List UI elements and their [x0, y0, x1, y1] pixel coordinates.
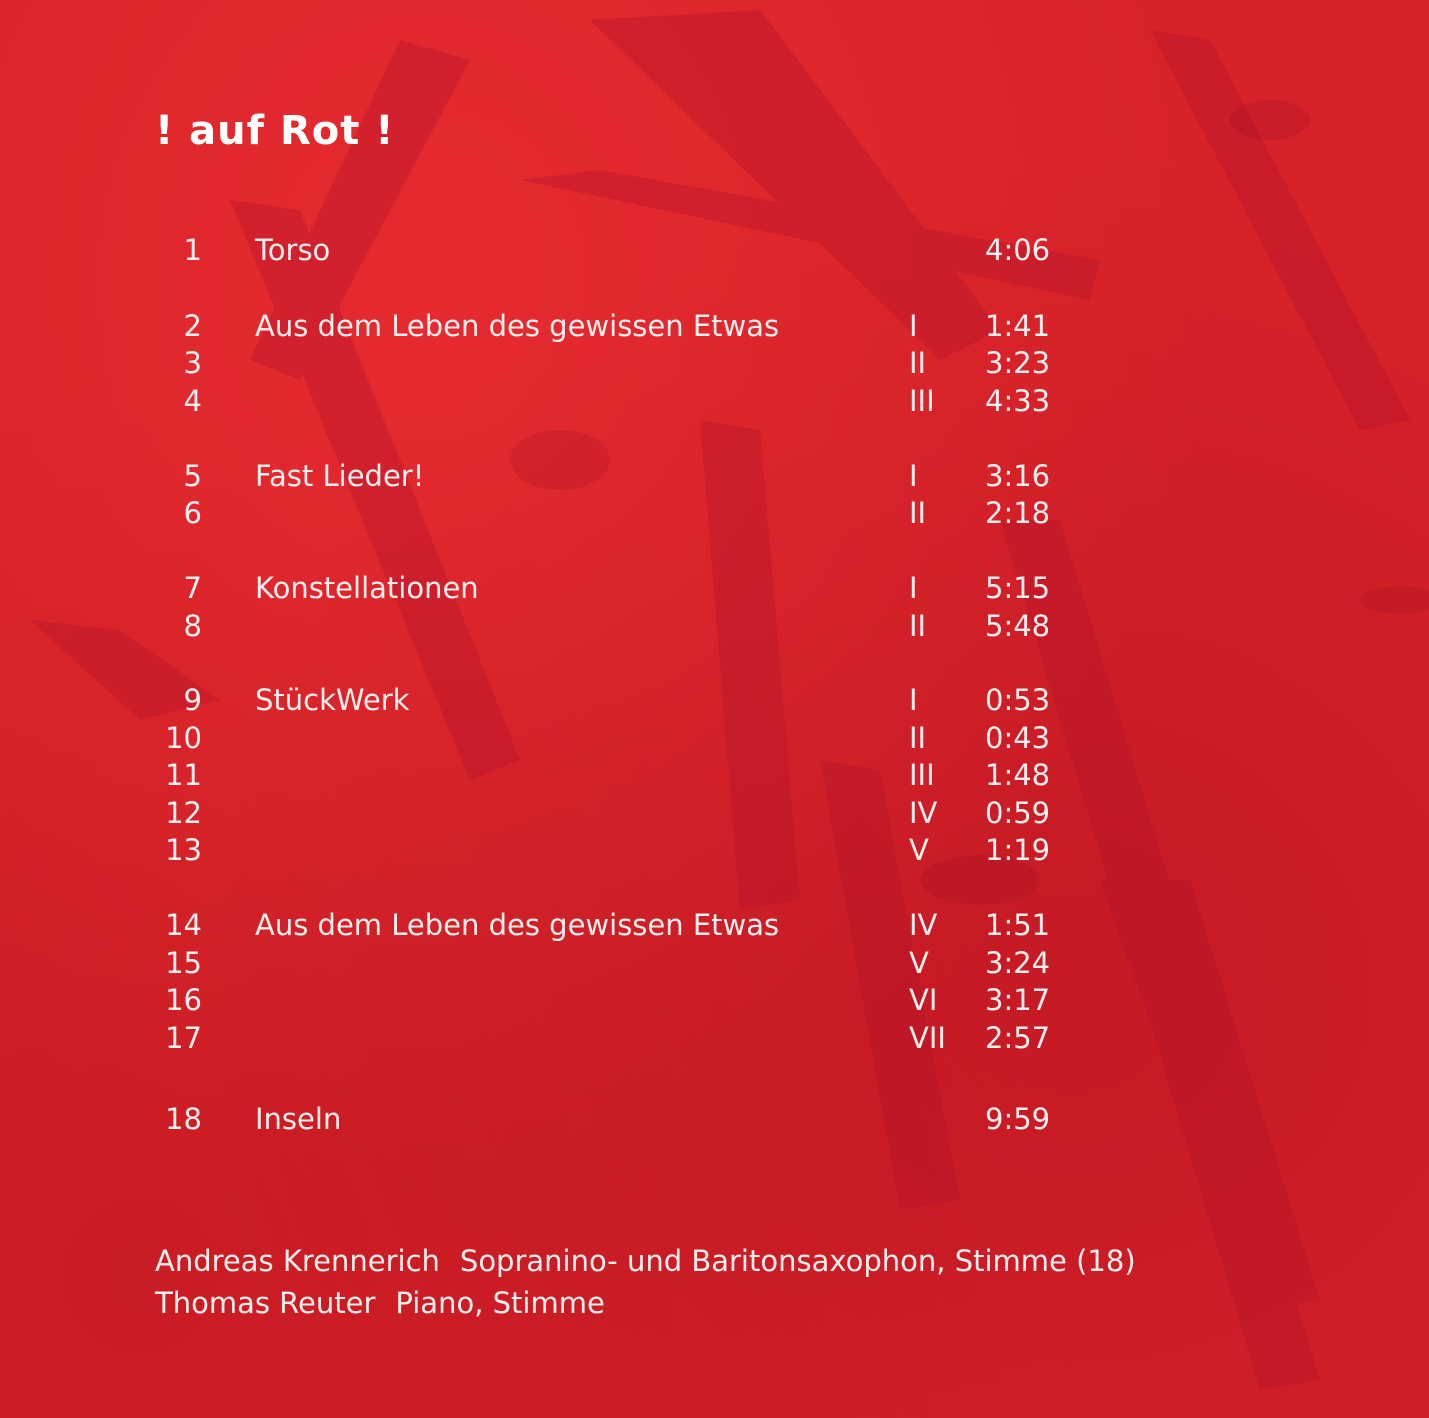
track-number: 6 — [183, 496, 202, 530]
track-number: 18 — [165, 1102, 202, 1136]
track-duration: 2:18 — [985, 496, 1051, 530]
track-duration: 3:16 — [985, 459, 1051, 493]
track-duration: 2:57 — [985, 1021, 1051, 1055]
track-number: 7 — [183, 571, 202, 605]
track-duration: 3:17 — [985, 983, 1051, 1017]
track-duration: 4:33 — [985, 384, 1051, 418]
track-duration: 4:06 — [985, 233, 1051, 267]
track-work-title: Torso — [255, 233, 331, 267]
track-movement: I — [909, 459, 918, 493]
track-work-title: StückWerk — [255, 683, 410, 717]
track-movement: I — [909, 309, 918, 343]
track-movement: III — [909, 384, 935, 418]
track-movement: II — [909, 496, 927, 530]
track-work-title: Konstellationen — [255, 571, 479, 605]
track-movement: III — [909, 758, 935, 792]
performer-name: Andreas Krennerich — [155, 1244, 440, 1278]
track-number: 8 — [183, 609, 202, 643]
track-duration: 1:19 — [985, 833, 1051, 867]
credits — [155, 1240, 1136, 1324]
credit-line — [155, 1282, 1136, 1324]
track-number: 4 — [183, 384, 202, 418]
performer-role: Piano, Stimme — [395, 1286, 605, 1320]
track-number: 17 — [165, 1021, 202, 1055]
track-duration: 0:43 — [985, 721, 1051, 755]
track-number: 3 — [183, 346, 202, 380]
album-title: ! auf Rot ! — [155, 108, 395, 154]
track-number: 1 — [183, 233, 202, 267]
track-number: 2 — [183, 309, 202, 343]
performer-role: Sopranino- und Baritonsaxophon, Stimme (18) — [459, 1244, 1136, 1278]
performer-name: Thomas Reuter — [155, 1286, 376, 1320]
track-duration: 3:23 — [985, 346, 1051, 380]
track-work-title: Inseln — [255, 1102, 342, 1136]
track-work-title: Aus dem Leben des gewissen Etwas — [255, 309, 780, 343]
track-movement: II — [909, 346, 927, 380]
track-number: 15 — [165, 946, 202, 980]
track-number: 14 — [165, 908, 202, 942]
track-number: 11 — [165, 758, 202, 792]
credit-line — [155, 1240, 1136, 1282]
track-movement: VII — [909, 1021, 946, 1055]
track-movement: VI — [909, 983, 938, 1017]
track-number: 12 — [165, 796, 202, 830]
track-duration: 0:53 — [985, 683, 1051, 717]
track-number: 16 — [165, 983, 202, 1017]
track-movement: V — [909, 833, 929, 867]
track-duration: 1:51 — [985, 908, 1051, 942]
track-movement: II — [909, 609, 927, 643]
track-number: 13 — [165, 833, 202, 867]
track-movement: IV — [909, 796, 938, 830]
track-duration: 5:15 — [985, 571, 1051, 605]
track-movement: I — [909, 571, 918, 605]
track-duration: 1:41 — [985, 309, 1051, 343]
track-movement: V — [909, 946, 929, 980]
track-number: 9 — [183, 683, 202, 717]
track-work-title: Fast Lieder! — [255, 459, 425, 493]
track-number: 5 — [183, 459, 202, 493]
track-movement: I — [909, 683, 918, 717]
track-number: 10 — [165, 721, 202, 755]
track-duration: 3:24 — [985, 946, 1051, 980]
track-duration: 5:48 — [985, 609, 1051, 643]
track-work-title: Aus dem Leben des gewissen Etwas — [255, 908, 780, 942]
track-movement: IV — [909, 908, 938, 942]
track-duration: 1:48 — [985, 758, 1051, 792]
track-duration: 9:59 — [985, 1102, 1051, 1136]
track-movement: II — [909, 721, 927, 755]
track-duration: 0:59 — [985, 796, 1051, 830]
